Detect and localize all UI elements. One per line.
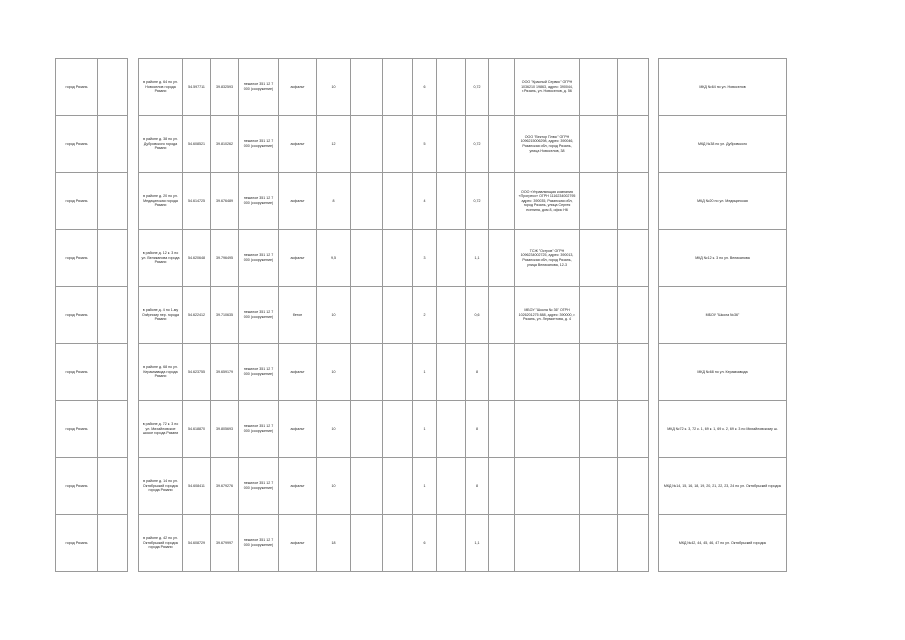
count-cell: [383, 230, 413, 287]
purpose-cell: нежилое 351 12 7 000 (сооружение): [239, 230, 279, 287]
address-cell: в районе д. 64 по ул. Новоселов города Рязани: [139, 59, 183, 116]
address-cell: в районе д. 38 по ул. Дубровского города Рязани: [139, 116, 183, 173]
address-cell: в районе д. 68 по ул. Керамзавода города Рязани: [139, 344, 183, 401]
blank-cell: [580, 344, 618, 401]
cover-cell: асфальт: [279, 230, 317, 287]
purpose-cell: нежилое 351 12 7 000 (сооружение): [239, 344, 279, 401]
sources-cell: МКД №12 к. 3 по ул. Великанова: [659, 230, 787, 287]
planned-cell: [437, 173, 466, 230]
address-cell: в районе д. 72 к. 3 по ул. Михайловское шоссе города Рязани: [139, 401, 183, 458]
sources-cell: МКД №64 по ул. Новоселов: [659, 59, 787, 116]
city-cell: город Рязань: [56, 59, 98, 116]
blank-cell: [580, 59, 618, 116]
gap-cell: [649, 287, 659, 344]
blank-cell: [618, 59, 649, 116]
blank-cell: [580, 116, 618, 173]
planned-cell: [437, 59, 466, 116]
blank-cell: [618, 401, 649, 458]
blank-cell: [98, 515, 128, 572]
sources-cell: МКД №72 к. 3, 72 к. 1, 69 к. 1, 69 к. 2, 69 к. 3 по Михайловскому ш.: [659, 401, 787, 458]
cover-cell: асфальт: [279, 458, 317, 515]
count-cell: [383, 116, 413, 173]
existing-cell: 5: [413, 116, 437, 173]
gap-cell: [649, 173, 659, 230]
gap-cell: [649, 458, 659, 515]
count-cell: [383, 173, 413, 230]
planned-cell: [437, 515, 466, 572]
blank-cell: [580, 230, 618, 287]
gap-cell: [649, 515, 659, 572]
address-cell: в районе д. 14 по ул. Октябрьский городок города Рязани: [139, 458, 183, 515]
existing-cell: 3: [413, 230, 437, 287]
city-cell: город Рязань: [56, 515, 98, 572]
area-cell: 10: [317, 287, 351, 344]
latitude-cell: 54.623755: [183, 344, 211, 401]
cover-cell: бетон: [279, 287, 317, 344]
existing-cell: 1: [413, 401, 437, 458]
purpose-cell: нежилое 351 12 7 000 (сооружение): [239, 401, 279, 458]
sources-cell: МБОУ "Школа №36": [659, 287, 787, 344]
blank-cell: [489, 116, 515, 173]
count-cell: [383, 287, 413, 344]
cover-cell: асфальт: [279, 344, 317, 401]
count-cell: [351, 458, 383, 515]
sources-cell: МКД №14, 15, 16, 18, 19, 20, 21, 22, 23, 24 по ул. Октябрьский городок: [659, 458, 787, 515]
city-cell: город Рязань: [56, 173, 98, 230]
owner-cell: ООО «Управляющая компания «Прогресс» ОГРН 1116234002795 адрес: 390035, Рязанская обл, город Рязань, улица Сергея есенина, дом 8, офис Н6: [515, 173, 580, 230]
purpose-cell: нежилое 351 12 7 000 (сооружение): [239, 116, 279, 173]
blank-cell: [580, 458, 618, 515]
volume-cell: 8: [466, 344, 489, 401]
existing-cell: 6: [413, 59, 437, 116]
longitude-cell: 39.679276: [211, 458, 239, 515]
purpose-cell: нежилое 351 12 7 000 (сооружение): [239, 458, 279, 515]
longitude-cell: 39.710635: [211, 287, 239, 344]
volume-cell: 1,1: [466, 230, 489, 287]
gap-cell: [128, 344, 139, 401]
city-cell: город Рязань: [56, 344, 98, 401]
table-row: [56, 230, 787, 287]
longitude-cell: 39.805693: [211, 401, 239, 458]
volume-cell: 0,6: [466, 287, 489, 344]
blank-cell: [489, 287, 515, 344]
city-cell: город Рязань: [56, 287, 98, 344]
blank-cell: [618, 230, 649, 287]
blank-cell: [580, 401, 618, 458]
address-cell: в районе д. 20 по ул. Медицинская города Рязани: [139, 173, 183, 230]
cover-cell: асфальт: [279, 173, 317, 230]
gap-cell: [128, 287, 139, 344]
area-cell: 18: [317, 515, 351, 572]
table-row: [56, 287, 787, 344]
table-row: [56, 344, 787, 401]
longitude-cell: 39.810262: [211, 116, 239, 173]
planned-cell: [437, 344, 466, 401]
blank-cell: [618, 458, 649, 515]
address-cell: в районе д. 42 по ул. Октябрьский городок города Рязани: [139, 515, 183, 572]
table-row: [56, 116, 787, 173]
gap-cell: [128, 173, 139, 230]
purpose-cell: нежилое 351 12 7 000 (сооружение): [239, 287, 279, 344]
latitude-cell: 54.608411: [183, 458, 211, 515]
planned-cell: [437, 230, 466, 287]
count-cell: [383, 515, 413, 572]
blank-cell: [580, 515, 618, 572]
gap-cell: [649, 344, 659, 401]
latitude-cell: 54.614725: [183, 173, 211, 230]
blank-cell: [489, 401, 515, 458]
gap-cell: [128, 515, 139, 572]
blank-cell: [489, 230, 515, 287]
table-body: [56, 59, 787, 572]
table-row: [56, 173, 787, 230]
count-cell: [383, 458, 413, 515]
volume-cell: 0,72: [466, 116, 489, 173]
blank-cell: [98, 116, 128, 173]
gap-cell: [128, 458, 139, 515]
city-cell: город Рязань: [56, 116, 98, 173]
volume-cell: 0,72: [466, 59, 489, 116]
blank-cell: [98, 458, 128, 515]
count-cell: [351, 515, 383, 572]
owner-cell: [515, 401, 580, 458]
count-cell: [351, 287, 383, 344]
volume-cell: 8: [466, 458, 489, 515]
volume-cell: 1,1: [466, 515, 489, 572]
gap-cell: [649, 230, 659, 287]
count-cell: [383, 401, 413, 458]
sources-cell: МКД №38 по ул. Дубровского: [659, 116, 787, 173]
owner-cell: ООО "Вектор Плюс" ОГРН 1096215006298, адрес: 390046, Рязанская обл, город Рязань, улица Новоселов, 38: [515, 116, 580, 173]
cover-cell: асфальт: [279, 515, 317, 572]
sources-cell: МКД №68 по ул. Керамзавода: [659, 344, 787, 401]
blank-cell: [489, 59, 515, 116]
area-cell: 8: [317, 173, 351, 230]
longitude-cell: 39.659179: [211, 344, 239, 401]
area-cell: 12: [317, 116, 351, 173]
sources-cell: МКД №42, 44, 45, 46, 47 по ул. Октябрьский городок: [659, 515, 787, 572]
longitude-cell: 39.679997: [211, 515, 239, 572]
count-cell: [351, 230, 383, 287]
count-cell: [351, 116, 383, 173]
blank-cell: [580, 173, 618, 230]
owner-cell: ТСЖ "Остров" ОГРН 1096234002725, адрес: 390013, Рязанская обл, город Рязань, улица Великанова, 12-3: [515, 230, 580, 287]
blank-cell: [98, 344, 128, 401]
area-cell: 9,5: [317, 230, 351, 287]
blank-cell: [489, 458, 515, 515]
volume-cell: 8: [466, 401, 489, 458]
planned-cell: [437, 401, 466, 458]
existing-cell: 1: [413, 344, 437, 401]
blank-cell: [618, 116, 649, 173]
gap-cell: [649, 116, 659, 173]
gap-cell: [128, 401, 139, 458]
existing-cell: 6: [413, 515, 437, 572]
gap-cell: [128, 59, 139, 116]
blank-cell: [580, 287, 618, 344]
table-row: [56, 515, 787, 572]
table-row: [56, 59, 787, 116]
registry-table: [55, 58, 787, 572]
purpose-cell: нежилое 351 12 7 000 (сооружение): [239, 515, 279, 572]
blank-cell: [489, 344, 515, 401]
cover-cell: асфальт: [279, 59, 317, 116]
latitude-cell: 54.597711: [183, 59, 211, 116]
gap-cell: [649, 59, 659, 116]
area-cell: 10: [317, 344, 351, 401]
blank-cell: [98, 401, 128, 458]
latitude-cell: 54.620648: [183, 230, 211, 287]
city-cell: город Рязань: [56, 458, 98, 515]
blank-cell: [98, 59, 128, 116]
owner-cell: ООО "Красный Сервис" ОГРН 1036210 19863, адрес: 390044, г.Рязань, ул. Новоселов, д. 56: [515, 59, 580, 116]
latitude-cell: 54.618870: [183, 401, 211, 458]
blank-cell: [618, 173, 649, 230]
table-row: [56, 458, 787, 515]
purpose-cell: нежилое 351 12 7 000 (сооружение): [239, 59, 279, 116]
address-cell: в районе д. 4 по 1-му Озёрному пер. города Рязани: [139, 287, 183, 344]
count-cell: [351, 401, 383, 458]
blank-cell: [618, 344, 649, 401]
sources-cell: МКД №20 по ул. Медицинская: [659, 173, 787, 230]
count-cell: [383, 59, 413, 116]
count-cell: [383, 344, 413, 401]
city-cell: город Рязань: [56, 401, 98, 458]
count-cell: [351, 59, 383, 116]
planned-cell: [437, 116, 466, 173]
count-cell: [351, 173, 383, 230]
owner-cell: [515, 458, 580, 515]
volume-cell: 0,72: [466, 173, 489, 230]
longitude-cell: 39.832593: [211, 59, 239, 116]
longitude-cell: 39.676489: [211, 173, 239, 230]
purpose-cell: нежилое 351 12 7 000 (сооружение): [239, 173, 279, 230]
cover-cell: асфальт: [279, 116, 317, 173]
blank-cell: [98, 230, 128, 287]
cover-cell: асфальт: [279, 401, 317, 458]
planned-cell: [437, 287, 466, 344]
latitude-cell: 54.622412: [183, 287, 211, 344]
area-cell: 10: [317, 401, 351, 458]
area-cell: 10: [317, 458, 351, 515]
area-cell: 10: [317, 59, 351, 116]
latitude-cell: 54.608729: [183, 515, 211, 572]
owner-cell: [515, 344, 580, 401]
existing-cell: 4: [413, 173, 437, 230]
address-cell: в районе д. 12 к. 3 по ул. Великанова города Рязани: [139, 230, 183, 287]
gap-cell: [128, 230, 139, 287]
blank-cell: [98, 287, 128, 344]
blank-cell: [489, 173, 515, 230]
existing-cell: 1: [413, 458, 437, 515]
owner-cell: [515, 515, 580, 572]
latitude-cell: 54.608521: [183, 116, 211, 173]
blank-cell: [489, 515, 515, 572]
planned-cell: [437, 458, 466, 515]
count-cell: [351, 344, 383, 401]
blank-cell: [618, 515, 649, 572]
city-cell: город Рязань: [56, 230, 98, 287]
longitude-cell: 39.796495: [211, 230, 239, 287]
blank-cell: [98, 173, 128, 230]
owner-cell: МБОУ "Школа № 36" ОГРН 1026201275 888, адрес: 390000, г. Рязань, ул. Лермонтова, д. 4: [515, 287, 580, 344]
blank-cell: [618, 287, 649, 344]
table-row: [56, 401, 787, 458]
existing-cell: 2: [413, 287, 437, 344]
gap-cell: [649, 401, 659, 458]
gap-cell: [128, 116, 139, 173]
